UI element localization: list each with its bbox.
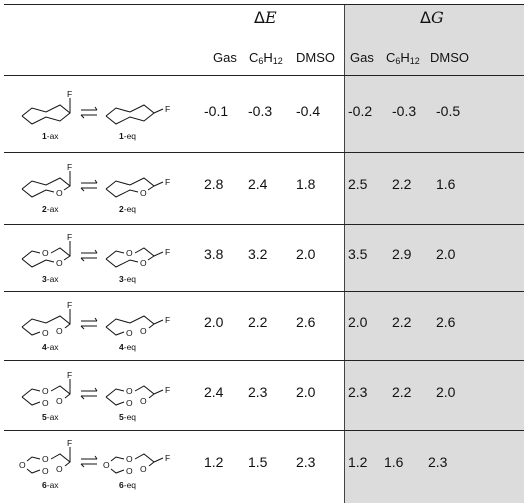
compound-1-equilibrium-structure — [18, 89, 193, 147]
table-row — [0, 85, 528, 147]
col-dmso-g: DMSO — [430, 50, 469, 65]
fluorine-atom: F — [67, 232, 73, 242]
value-de-gas: 1.2 — [204, 454, 224, 470]
compound-label-ax: 2-ax — [42, 204, 59, 214]
value-dg-cyclohexane: 2.2 — [392, 176, 412, 192]
row-rule — [4, 430, 524, 431]
value-de-dmso: -0.4 — [296, 103, 321, 119]
compound-label-ax: 4-ax — [42, 342, 59, 352]
oxygen-atom: O — [42, 386, 49, 396]
oxygen-atom: O — [140, 396, 147, 406]
value-de-cyclohexane: 2.3 — [248, 384, 268, 400]
value-dg-dmso: 2.6 — [436, 314, 456, 330]
value-de-dmso: 2.0 — [296, 246, 316, 262]
col-gas-e: Gas — [213, 50, 237, 65]
oxygen-atom: O — [56, 326, 63, 336]
oxygen-atom: O — [42, 248, 49, 258]
value-de-dmso: 2.3 — [296, 454, 316, 470]
value-dg-gas: -0.2 — [348, 103, 373, 119]
col-dmso-e: DMSO — [296, 50, 335, 65]
oxygen-atom: O — [42, 328, 49, 338]
compound-label-eq: 5-eq — [119, 412, 137, 422]
value-de-gas: 2.8 — [204, 176, 224, 192]
value-de-dmso: 2.6 — [296, 314, 316, 330]
compound-label-eq: 2-eq — [119, 204, 137, 214]
value-dg-dmso: -0.5 — [436, 103, 461, 119]
header-rule — [4, 75, 524, 76]
value-dg-cyclohexane: 2.9 — [392, 246, 412, 262]
value-de-cyclohexane: -0.3 — [248, 103, 273, 119]
oxygen-atom: O — [140, 326, 147, 336]
value-dg-gas: 1.2 — [348, 454, 368, 470]
table-top-rule — [4, 4, 524, 5]
table-row — [0, 434, 528, 496]
compound-6-equilibrium-structure — [18, 438, 193, 496]
fluorine-atom: F — [165, 247, 171, 257]
value-de-gas: 3.8 — [204, 246, 224, 262]
value-dg-cyclohexane: -0.3 — [392, 103, 417, 119]
fluorine-atom: F — [165, 453, 171, 463]
oxygen-atom: O — [56, 188, 63, 198]
value-de-cyclohexane: 2.4 — [248, 176, 268, 192]
oxygen-atom: O — [19, 460, 26, 470]
oxygen-atom: O — [126, 328, 133, 338]
compound-label-eq: 4-eq — [119, 342, 137, 352]
oxygen-atom: O — [126, 386, 133, 396]
compound-2-equilibrium-structure — [18, 162, 193, 220]
row-rule — [4, 360, 524, 361]
fluorine-atom: F — [165, 177, 171, 187]
oxygen-atom: O — [126, 248, 133, 258]
compound-label-ax: 1-ax — [42, 131, 59, 141]
fluorine-atom: F — [67, 370, 73, 380]
compound-4-equilibrium-structure — [18, 300, 193, 358]
fluorine-atom: F — [165, 104, 171, 114]
value-dg-dmso: 1.6 — [436, 176, 456, 192]
value-dg-gas: 2.5 — [348, 176, 368, 192]
compound-label-eq: 3-eq — [119, 274, 137, 284]
value-de-cyclohexane: 2.2 — [248, 314, 268, 330]
oxygen-atom: O — [126, 466, 133, 476]
fluorine-atom: F — [67, 162, 73, 172]
value-dg-dmso: 2.0 — [436, 246, 456, 262]
value-de-cyclohexane: 1.5 — [248, 454, 268, 470]
oxygen-atom: O — [56, 396, 63, 406]
col-cyclohexane-g: $C_6H_{12}$ — [386, 50, 420, 66]
compound-label-ax: 6-ax — [42, 480, 59, 490]
oxygen-atom: O — [140, 188, 147, 198]
value-dg-gas: 3.5 — [348, 246, 368, 262]
oxygen-atom: O — [126, 454, 133, 464]
value-dg-gas: 2.3 — [348, 384, 368, 400]
oxygen-atom: O — [140, 464, 147, 474]
row-rule — [4, 291, 524, 292]
fluorine-atom: F — [165, 315, 171, 325]
compound-label-ax: 5-ax — [42, 412, 59, 422]
oxygen-atom: O — [103, 460, 110, 470]
oxygen-atom: O — [56, 258, 63, 268]
fluorine-atom: F — [67, 300, 73, 310]
value-dg-cyclohexane: 1.6 — [384, 454, 404, 470]
fluorine-atom: F — [67, 438, 73, 448]
table-row — [0, 296, 528, 358]
oxygen-atom: O — [42, 466, 49, 476]
table-row — [0, 366, 528, 428]
delta-e-header: ΔE — [254, 8, 277, 27]
row-rule — [4, 224, 524, 225]
value-dg-gas: 2.0 — [348, 314, 368, 330]
value-dg-dmso: 2.0 — [436, 384, 456, 400]
fluorine-atom: F — [67, 89, 73, 99]
value-dg-dmso: 2.3 — [428, 454, 448, 470]
col-cyclohexane-e: $C_6H_{12}$ — [249, 50, 283, 66]
value-dg-cyclohexane: 2.2 — [392, 314, 412, 330]
value-de-gas: 2.0 — [204, 314, 224, 330]
oxygen-atom: O — [42, 398, 49, 408]
col-gas-g: Gas — [350, 50, 374, 65]
compound-label-ax: 3-ax — [42, 274, 59, 284]
value-de-cyclohexane: 3.2 — [248, 246, 268, 262]
value-dg-cyclohexane: 2.2 — [392, 384, 412, 400]
oxygen-atom: O — [140, 258, 147, 268]
table-row — [0, 158, 528, 220]
row-rule — [4, 152, 524, 153]
table-row — [0, 228, 528, 290]
value-de-dmso: 1.8 — [296, 176, 316, 192]
compound-label-eq: 1-eq — [119, 131, 137, 141]
delta-g-header: ΔG — [420, 8, 444, 27]
fluorine-atom: F — [165, 385, 171, 395]
oxygen-atom: O — [56, 464, 63, 474]
oxygen-atom: O — [126, 398, 133, 408]
compound-3-equilibrium-structure — [18, 232, 193, 290]
compound-label-eq: 6-eq — [119, 480, 137, 490]
value-de-dmso: 2.0 — [296, 384, 316, 400]
compound-5-equilibrium-structure — [18, 370, 193, 428]
oxygen-atom: O — [42, 454, 49, 464]
value-de-gas: -0.1 — [204, 103, 229, 119]
value-de-gas: 2.4 — [204, 384, 224, 400]
